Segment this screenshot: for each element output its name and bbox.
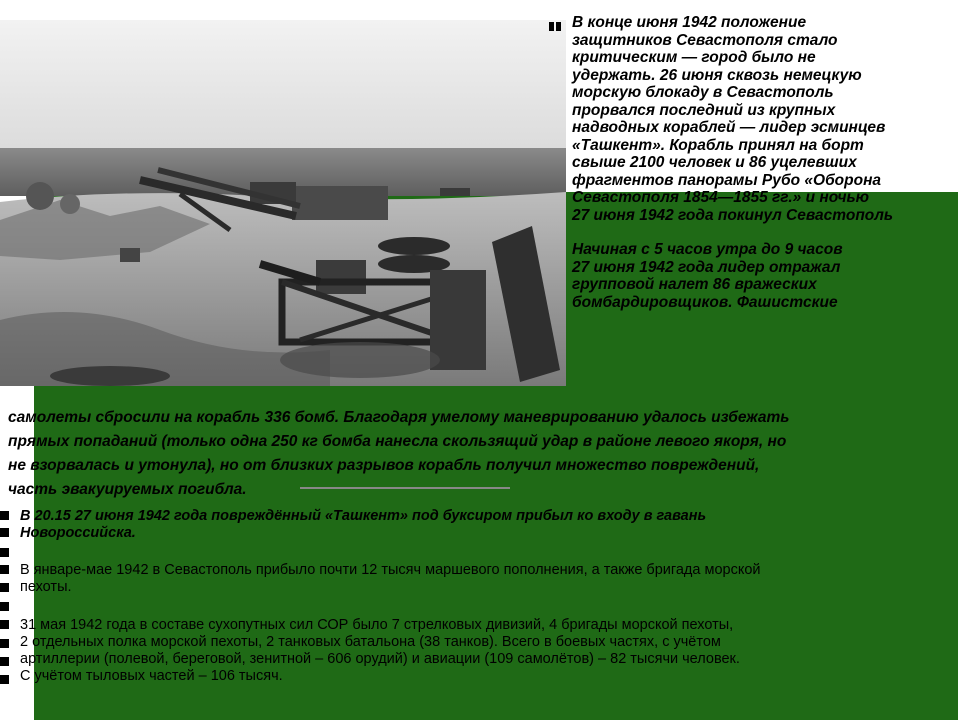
bullet-item-forces-cont: артиллерии (полевой, береговой, зенитной – 606 орудий) и авиации (109 самолётов) – 82 тысячи человек. [20, 651, 740, 667]
bullet-marker-intro [549, 18, 565, 28]
intro-line: Севастополя 1854—1855 гг.» и ночью [572, 189, 870, 206]
war-photo-destroyed-artillery [0, 20, 566, 386]
intro-text-block [572, 14, 960, 311]
bullet-item-tashkent-arrival-cont: Новороссийска. [20, 525, 136, 541]
bullet-square [0, 511, 9, 520]
continuation-line: самолеты сбросили на корабль 336 бомб. Благодаря умелому маневрированию удалось избежать [8, 409, 790, 426]
bullet-item-reinforcements-cont: пехоты. [20, 579, 72, 595]
intro-line: «Ташкент». Корабль принял на борт [572, 136, 864, 154]
second-paragraph-line: Начиная с 5 часов утра до 9 часов [572, 241, 843, 258]
intro-line: морскую блокаду в Севастополь [572, 84, 834, 101]
continuation-line: часть эвакуируемых погибла. [8, 481, 247, 498]
bullet-square [0, 528, 9, 537]
bullet-item-forces: 31 мая 1942 года в составе сухопутных сил СОР было 7 стрелковых дивизий, 4 бригады морской пехоты, [20, 617, 734, 633]
bullet-square [0, 548, 9, 557]
intro-line: защитников Севастополя стало [572, 31, 838, 49]
bullet-square [0, 602, 9, 611]
bullet-item-tashkent-arrival: В 20.15 27 июня 1942 года повреждённый «Ташкент» под буксиром прибыл ко входу в гавань [20, 508, 707, 524]
bullet-item-forces-cont: 2 отдельных полка морской пехоты, 2 танковых батальона (38 танков). Всего в боевых частях, с учётом [20, 634, 721, 650]
bullet-square [0, 620, 9, 629]
intro-line: В конце июня 1942 положение [572, 14, 807, 31]
bullet-item-reinforcements: В январе-мае 1942 в Севастополь прибыло почти 12 тысяч маршевого пополнения, а также бригада морской [20, 562, 761, 578]
intro-line: фрагментов панорамы Рубо «Оборона [572, 171, 882, 189]
bullet-square [0, 583, 9, 592]
bullet-square [0, 565, 9, 574]
intro-line: прорвался последний из крупных [572, 101, 836, 119]
second-paragraph-line: групповой налет 86 вражеских [572, 276, 817, 293]
intro-line: 27 июня 1942 года покинул Севастополь [572, 206, 894, 224]
paragraph-gap [572, 224, 960, 241]
continuation-line: не взорвалась и утонула), но от близких разрывов корабль получил множество повреждений, [8, 457, 760, 474]
bullet-square [0, 657, 9, 666]
bullet-square [0, 675, 9, 684]
intro-line: критическим — город было не [572, 49, 816, 66]
second-paragraph-line: 27 июня 1942 года лидер отражал [572, 258, 841, 276]
continuation-line: прямых попаданий (только одна 250 кг бомба нанесла скользящий удар в районе левого якоря, но [8, 433, 787, 450]
intro-line: удержать. 26 июня сквозь немецкую [572, 66, 862, 84]
bullet-item-forces-cont: С учётом тыловых частей – 106 тысяч. [20, 668, 283, 684]
bullet-square [0, 639, 9, 648]
intro-line: свыше 2100 человек и 86 уцелевших [572, 154, 857, 171]
divider-line [300, 487, 510, 489]
intro-line: надводных кораблей — лидер эсминцев [572, 119, 886, 136]
second-paragraph-line: бомбардировщиков. Фашистские [572, 293, 838, 311]
